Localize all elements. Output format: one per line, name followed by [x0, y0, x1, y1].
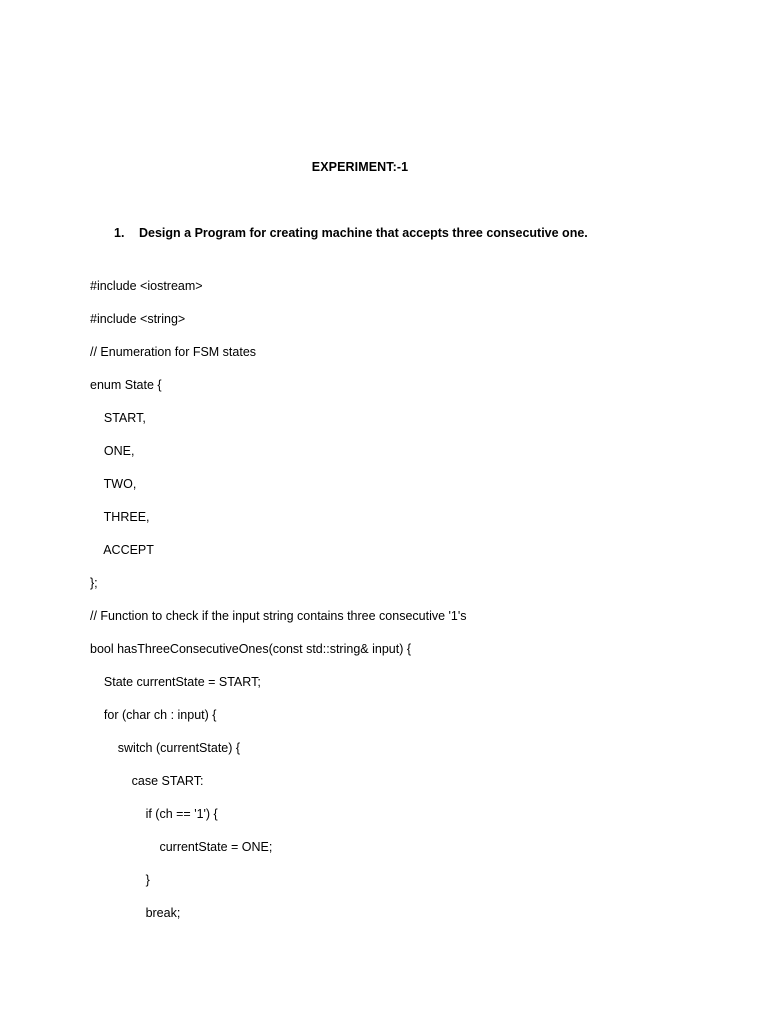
- code-line: switch (currentState) {: [90, 741, 241, 755]
- code-line: };: [90, 576, 98, 590]
- document-title: EXPERIMENT:-1: [311, 160, 409, 174]
- code-line: case START:: [90, 774, 204, 788]
- code-line: if (ch == '1') {: [90, 807, 218, 821]
- question-number: 1.: [114, 226, 125, 240]
- code-line: #include <iostream>: [90, 279, 203, 293]
- code-line: State currentState = START;: [90, 675, 261, 689]
- code-line: ONE,: [90, 444, 135, 458]
- code-line: }: [90, 873, 150, 887]
- code-line: TWO,: [90, 477, 137, 491]
- code-listing: [90, 270, 467, 930]
- code-line: START,: [90, 411, 146, 425]
- code-line: enum State {: [90, 378, 162, 392]
- question-heading: [114, 226, 588, 240]
- code-line: THREE,: [90, 510, 150, 524]
- code-line: break;: [90, 906, 181, 920]
- code-line: // Function to check if the input string contains three consecutive '1's: [90, 609, 467, 623]
- question-text: Design a Program for creating machine that accepts three consecutive one.: [139, 226, 588, 240]
- code-line: currentState = ONE;: [90, 840, 273, 854]
- code-line: bool hasThreeConsecutiveOnes(const std::string& input) {: [90, 642, 412, 656]
- code-line: for (char ch : input) {: [90, 708, 217, 722]
- code-line: #include <string>: [90, 312, 186, 326]
- code-line: ACCEPT: [90, 543, 154, 557]
- code-line: // Enumeration for FSM states: [90, 345, 257, 359]
